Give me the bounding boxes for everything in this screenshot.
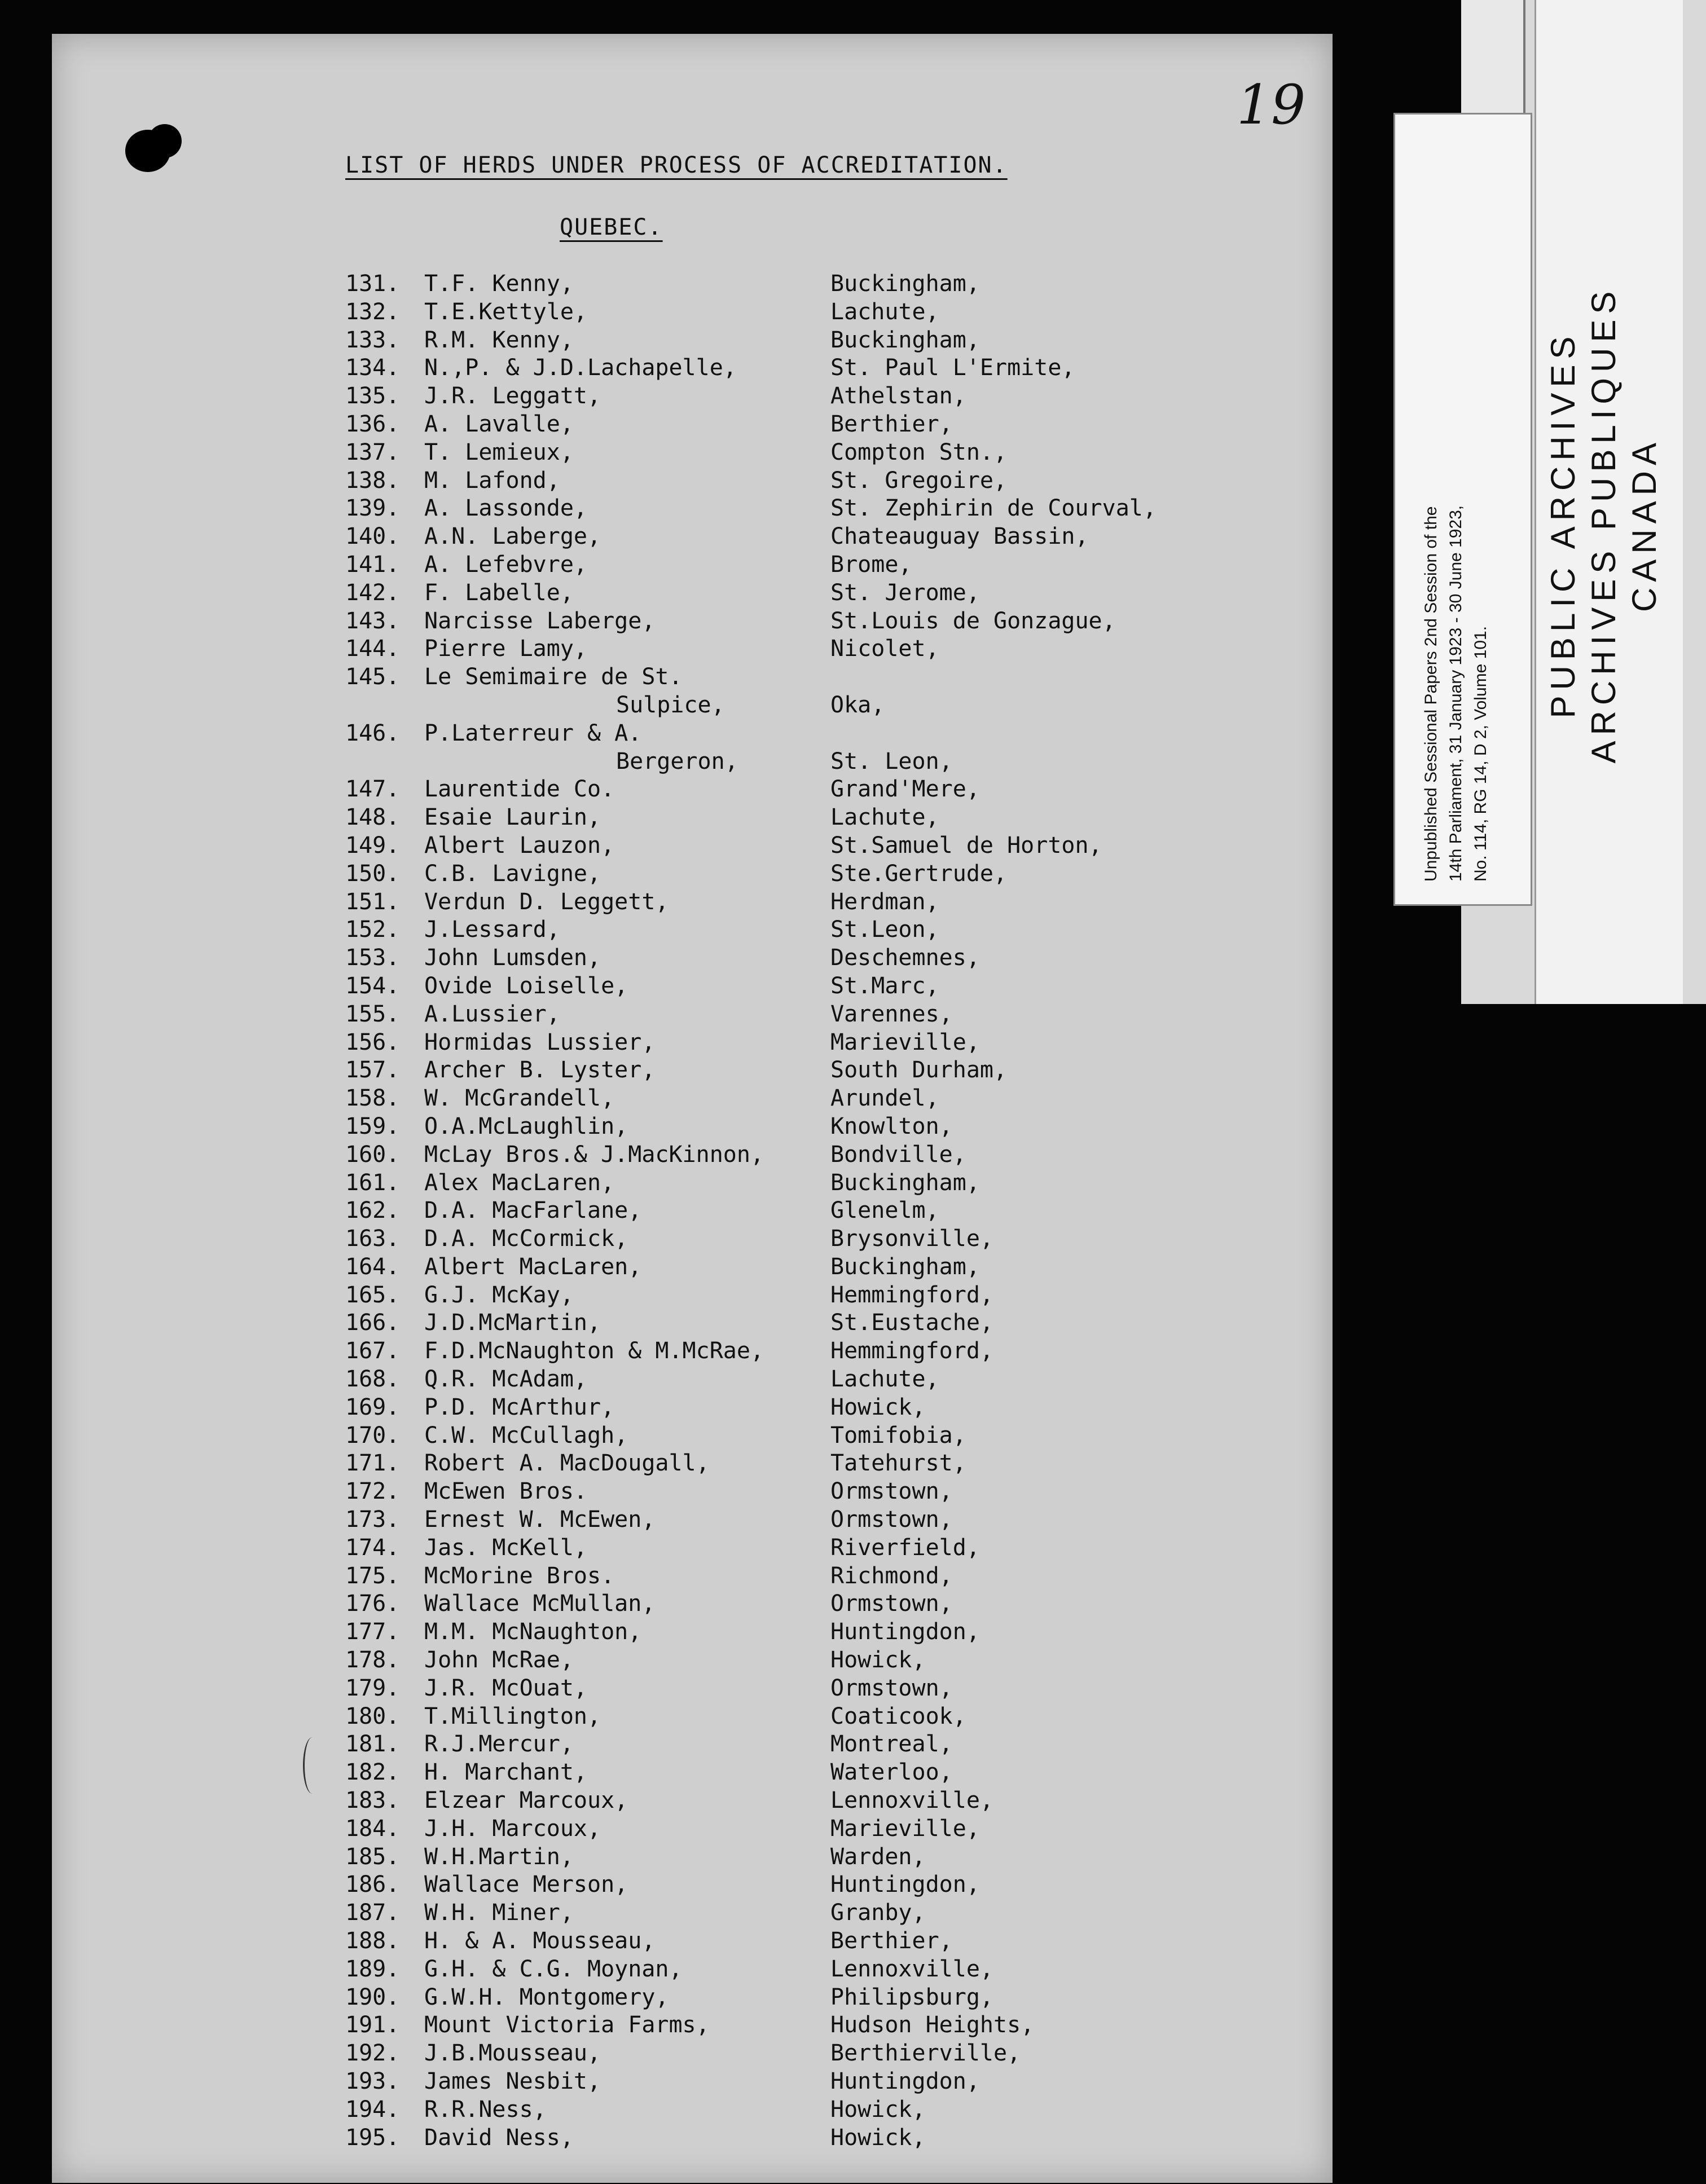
location: Berthierville,: [830, 2040, 1021, 2067]
owner-name: J.B.Mousseau,: [424, 2040, 601, 2067]
list-item: [52, 2012, 1333, 2040]
list-item: [52, 889, 1333, 917]
location: Richmond,: [830, 1562, 953, 1589]
owner-name: Esaie Laurin,: [424, 804, 601, 831]
location: Deschemnes,: [830, 945, 980, 971]
owner-name: A.N. Laberge,: [424, 523, 601, 550]
owner-name: G.H. & C.G. Moynan,: [424, 1956, 683, 1982]
entry-number: 172.: [345, 1478, 400, 1505]
list-item: [52, 1113, 1333, 1142]
entry-number: 180.: [345, 1703, 400, 1729]
owner-name: Laurentide Co.: [424, 776, 615, 803]
archive-stamp-line-2: ARCHIVES PUBLIQUES: [1585, 285, 1623, 764]
owner-name: Wallace McMullan,: [424, 1591, 656, 1617]
owner-name: J.D.McMartin,: [424, 1310, 601, 1336]
location: Coaticook,: [830, 1703, 966, 1729]
list-item: [52, 580, 1333, 608]
location: St. Gregoire,: [830, 467, 1008, 494]
entry-number: 161.: [345, 1169, 400, 1196]
list-item: [52, 271, 1333, 299]
owner-name: J.R. Leggatt,: [424, 383, 601, 409]
list-item: [52, 1647, 1333, 1675]
list-item: [52, 973, 1333, 1001]
list-item: [52, 1928, 1333, 1956]
owner-name: Q.R. McAdam,: [424, 1366, 587, 1393]
entry-number: 169.: [345, 1394, 400, 1420]
owner-name: G.W.H. Montgomery,: [424, 1984, 669, 2010]
owner-name: Hormidas Lussier,: [424, 1029, 656, 1055]
location: Ste.Gertrude,: [830, 860, 1008, 887]
location: St. Paul L'Ermite,: [830, 355, 1075, 381]
entry-number: 186.: [345, 1872, 400, 1898]
entry-number: 174.: [345, 1534, 400, 1561]
list-item: [52, 1507, 1333, 1535]
list-item: [52, 1731, 1333, 1759]
entry-number: 135.: [345, 383, 400, 409]
owner-name: O.A.McLaughlin,: [424, 1113, 628, 1139]
list-item: [52, 1984, 1333, 2013]
list-item: [52, 1226, 1333, 1254]
entry-number: 156.: [345, 1029, 400, 1055]
list-item: [52, 1057, 1333, 1085]
entry-number: 152.: [345, 917, 400, 943]
owner-name: J.Lessard,: [424, 917, 560, 943]
list-item: [52, 1142, 1333, 1170]
list-item: [52, 608, 1333, 636]
owner-name: Alex MacLaren,: [424, 1169, 615, 1196]
location: Ormstown,: [830, 1675, 953, 1701]
owner-name: McMorine Bros.: [424, 1562, 615, 1589]
location: Brome,: [830, 551, 912, 578]
location: Howick,: [830, 1394, 926, 1420]
entry-number: 146.: [345, 720, 400, 746]
entry-number: 173.: [345, 1507, 400, 1533]
owner-name: T.E.Kettyle,: [424, 298, 587, 325]
owner-name: R.R.Ness,: [424, 2096, 547, 2123]
entry-number: 179.: [345, 1675, 400, 1701]
list-item: [52, 1394, 1333, 1423]
list-item: [52, 1956, 1333, 1984]
list-item: [52, 1170, 1333, 1198]
entry-number: 136.: [345, 411, 400, 437]
list-item: [52, 1338, 1333, 1366]
entry-number: 184.: [345, 1815, 400, 1842]
entry-number: 141.: [345, 551, 400, 578]
location: St.Marc,: [830, 972, 939, 999]
list-item: [52, 917, 1333, 945]
entry-number: 187.: [345, 1900, 400, 1926]
location: St.Samuel de Horton,: [830, 832, 1102, 858]
owner-name: F. Labelle,: [424, 579, 574, 606]
owner-name: John McRae,: [424, 1647, 574, 1674]
location: Bondville,: [830, 1141, 966, 1168]
entry-number: 163.: [345, 1226, 400, 1252]
entry-number: 177.: [345, 1619, 400, 1645]
owner-name: J.R. McOuat,: [424, 1675, 587, 1701]
page-number: 19: [1237, 73, 1306, 136]
list-item: [52, 411, 1333, 439]
location: Riverfield,: [830, 1534, 980, 1561]
list-item: [52, 1535, 1333, 1563]
owner-name: W.H. Miner,: [424, 1900, 574, 1926]
entry-number: 190.: [345, 1984, 400, 2010]
list-item: [52, 1563, 1333, 1591]
owner-name: David Ness,: [424, 2124, 574, 2151]
entry-number: 158.: [345, 1085, 400, 1112]
location: Philipsburg,: [830, 1984, 993, 2010]
entry-number: 150.: [345, 860, 400, 887]
location: Buckingham,: [830, 1169, 980, 1196]
archive-stamp: [1543, 243, 1665, 807]
list-item: [52, 355, 1333, 383]
owner-name: Le Semimaire de St.: [424, 664, 683, 690]
location: Marieville,: [830, 1029, 980, 1055]
location: Hemmingford,: [830, 1338, 993, 1364]
archive-card-tab: [1461, 0, 1525, 130]
owner-name: A. Lassonde,: [424, 495, 587, 522]
location: Buckingham,: [830, 1253, 980, 1280]
owner-name: R.M. Kenny,: [424, 327, 574, 353]
location: Berthier,: [830, 1928, 953, 1954]
entry-number: 181.: [345, 1731, 400, 1758]
list-item: [52, 1423, 1333, 1451]
list-item: [52, 1001, 1333, 1029]
entry-number: 193.: [345, 2068, 400, 2094]
location: Tomifobia,: [830, 1422, 966, 1448]
location: Herdman,: [830, 888, 939, 915]
owner-name: Albert Lauzon,: [424, 832, 615, 858]
owner-name: H. Marchant,: [424, 1759, 587, 1786]
entry-number: 145.: [345, 664, 400, 690]
herd-list: [52, 271, 1333, 2152]
entry-number: 178.: [345, 1647, 400, 1674]
entry-number: 137.: [345, 439, 400, 465]
location: Grand'Mere,: [830, 776, 980, 803]
owner-name: T.F. Kenny,: [424, 271, 574, 297]
owner-name: McLay Bros.& J.MacKinnon,: [424, 1141, 764, 1168]
list-item: [52, 861, 1333, 889]
location: St. Leon,: [830, 748, 953, 774]
entry-number: 164.: [345, 1253, 400, 1280]
entry-number: 168.: [345, 1366, 400, 1393]
owner-name: T.Millington,: [424, 1703, 601, 1729]
owner-name: J.H. Marcoux,: [424, 1815, 601, 1842]
list-item: [52, 1450, 1333, 1478]
entry-number: 140.: [345, 523, 400, 550]
location: Lennoxville,: [830, 1787, 993, 1814]
entry-number: 185.: [345, 1843, 400, 1870]
entry-number: 151.: [345, 888, 400, 915]
list-item: [52, 636, 1333, 664]
owner-name: Jas. McKell,: [424, 1534, 587, 1561]
location: Hemmingford,: [830, 1282, 993, 1308]
location: Lachute,: [830, 298, 939, 325]
list-item: [52, 1591, 1333, 1619]
list-item: [52, 720, 1333, 777]
entry-number: 165.: [345, 1282, 400, 1308]
list-item: [52, 1254, 1333, 1282]
location: Berthier,: [830, 411, 953, 437]
entry-number: 144.: [345, 636, 400, 662]
location: Warden,: [830, 1843, 926, 1870]
owner-name: James Nesbit,: [424, 2068, 601, 2094]
archive-label-line-1: Unpublished Sessional Papers 2nd Session of the: [1422, 506, 1440, 882]
owner-name: Elzear Marcoux,: [424, 1787, 628, 1814]
location: Hudson Heights,: [830, 2012, 1035, 2038]
entry-number: 183.: [345, 1787, 400, 1814]
list-item: [52, 1197, 1333, 1226]
entry-number: 132.: [345, 298, 400, 325]
owner-name: Albert MacLaren,: [424, 1253, 642, 1280]
entry-number: 157.: [345, 1057, 400, 1084]
entry-number: 138.: [345, 467, 400, 494]
location: Howick,: [830, 2124, 926, 2151]
location: Howick,: [830, 2096, 926, 2123]
location: Knowlton,: [830, 1113, 953, 1139]
entry-number: 170.: [345, 1422, 400, 1448]
owner-name: A. Lavalle,: [424, 411, 574, 437]
list-item: [52, 1085, 1333, 1113]
list-item: [52, 439, 1333, 468]
location: Compton Stn.,: [830, 439, 1008, 465]
owner-name: D.A. McCormick,: [424, 1226, 628, 1252]
owner-name: C.W. McCullagh,: [424, 1422, 628, 1448]
owner-name: Ernest W. McEwen,: [424, 1507, 656, 1533]
location: Huntingdon,: [830, 1619, 980, 1645]
location: Lachute,: [830, 804, 939, 831]
archive-reference-label: [1393, 113, 1532, 906]
entry-number: 182.: [345, 1759, 400, 1786]
location: Glenelm,: [830, 1197, 939, 1224]
entry-number: 167.: [345, 1338, 400, 1364]
list-item: [52, 2040, 1333, 2068]
owner-name: A.Lussier,: [424, 1001, 560, 1027]
entry-number: 134.: [345, 355, 400, 381]
location: Marieville,: [830, 1815, 980, 1842]
owner-name: T. Lemieux,: [424, 439, 574, 465]
entry-number: 148.: [345, 804, 400, 831]
list-item: [52, 1703, 1333, 1732]
entry-number: 176.: [345, 1591, 400, 1617]
punch-hole-icon: [148, 124, 182, 158]
location: Arundel,: [830, 1085, 939, 1112]
list-item: [52, 1872, 1333, 1900]
owner-name: Pierre Lamy,: [424, 636, 587, 662]
entry-number: 162.: [345, 1197, 400, 1224]
entry-number: 139.: [345, 495, 400, 522]
location: South Durham,: [830, 1057, 1008, 1084]
owner-name-continued: Sulpice,: [616, 692, 725, 718]
owner-name: R.J.Mercur,: [424, 1731, 574, 1758]
archive-reference-text: [1419, 505, 1493, 882]
list-item: [52, 495, 1333, 523]
entry-number: 142.: [345, 579, 400, 606]
location: Buckingham,: [830, 327, 980, 353]
entry-number: 159.: [345, 1113, 400, 1139]
location: Waterloo,: [830, 1759, 953, 1786]
location: Huntingdon,: [830, 2068, 980, 2094]
owner-name: W. McGrandell,: [424, 1085, 615, 1112]
location: Granby,: [830, 1900, 926, 1926]
list-item: [52, 1759, 1333, 1787]
location: Ormstown,: [830, 1507, 953, 1533]
archive-label-line-3: No. 114, RG 14, D 2, Volume 101.: [1471, 626, 1490, 882]
document-title: LIST OF HERDS UNDER PROCESS OF ACCREDITATION.: [345, 152, 1008, 178]
entry-number: 133.: [345, 327, 400, 353]
owner-name-continued: Bergeron,: [616, 748, 738, 774]
list-item: [52, 2068, 1333, 2097]
entry-number: 188.: [345, 1928, 400, 1954]
location: Huntingdon,: [830, 1872, 980, 1898]
entry-number: 171.: [345, 1450, 400, 1477]
document-page: [52, 34, 1333, 2183]
owner-name: C.B. Lavigne,: [424, 860, 601, 887]
entry-number: 160.: [345, 1141, 400, 1168]
owner-name: G.J. McKay,: [424, 1282, 574, 1308]
owner-name: F.D.McNaughton & M.McRae,: [424, 1338, 764, 1364]
location: Lachute,: [830, 1366, 939, 1393]
entry-number: 155.: [345, 1001, 400, 1027]
location: Tatehurst,: [830, 1450, 966, 1477]
entry-number: 194.: [345, 2096, 400, 2123]
entry-number: 175.: [345, 1562, 400, 1589]
entry-number: 192.: [345, 2040, 400, 2067]
location: Brysonville,: [830, 1226, 993, 1252]
owner-name: Archer B. Lyster,: [424, 1057, 656, 1084]
owner-name: Ovide Loiselle,: [424, 972, 628, 999]
owner-name: W.H.Martin,: [424, 1843, 574, 1870]
list-item: [52, 552, 1333, 580]
list-item: [52, 1844, 1333, 1872]
location: St. Jerome,: [830, 579, 980, 606]
owner-name: Mount Victoria Farms,: [424, 2012, 710, 2038]
entry-number: 147.: [345, 776, 400, 803]
entry-number: 154.: [345, 972, 400, 999]
list-item: [52, 833, 1333, 861]
entry-number: 143.: [345, 607, 400, 634]
owner-name: Wallace Merson,: [424, 1872, 628, 1898]
list-item: [52, 1787, 1333, 1816]
entry-number: 189.: [345, 1956, 400, 1982]
list-item: [52, 2097, 1333, 2125]
location: Athelstan,: [830, 383, 966, 409]
location: Varennes,: [830, 1001, 953, 1027]
location: Chateauguay Bassin,: [830, 523, 1089, 550]
list-item: [52, 1310, 1333, 1338]
owner-name: Verdun D. Leggett,: [424, 888, 669, 915]
list-item: [52, 945, 1333, 973]
owner-name: N.,P. & J.D.Lachapelle,: [424, 355, 737, 381]
owner-name: H. & A. Mousseau,: [424, 1928, 656, 1954]
list-item: [52, 299, 1333, 327]
entry-number: 131.: [345, 271, 400, 297]
location: Buckingham,: [830, 271, 980, 297]
entry-number: 149.: [345, 832, 400, 858]
owner-name: John Lumsden,: [424, 945, 601, 971]
list-item: [52, 1478, 1333, 1507]
list-item: [52, 1619, 1333, 1647]
list-item: [52, 523, 1333, 552]
list-item: [52, 1900, 1333, 1928]
entry-number: 153.: [345, 945, 400, 971]
list-item: [52, 1282, 1333, 1310]
location: Oka,: [830, 692, 885, 718]
location: Montreal,: [830, 1731, 953, 1758]
location: Howick,: [830, 1647, 926, 1674]
archive-label-line-2: 14th Parliament, 31 January 1923 - 30 June 1923,: [1446, 505, 1465, 882]
list-item: [52, 1366, 1333, 1394]
location: St.Leon,: [830, 917, 939, 943]
owner-name: A. Lefebvre,: [424, 551, 587, 578]
entry-number: 166.: [345, 1310, 400, 1336]
location: Lennoxville,: [830, 1956, 993, 1982]
list-item: [52, 383, 1333, 411]
archive-stamp-line-1: PUBLIC ARCHIVES: [1544, 331, 1582, 719]
location: Ormstown,: [830, 1591, 953, 1617]
list-item: [52, 468, 1333, 496]
location: Ormstown,: [830, 1478, 953, 1505]
list-item: [52, 1816, 1333, 1844]
list-item: [52, 1675, 1333, 1703]
location: Nicolet,: [830, 636, 939, 662]
owner-name: McEwen Bros.: [424, 1478, 587, 1505]
archive-stamp-line-3: CANADA: [1625, 437, 1663, 613]
list-item: [52, 1029, 1333, 1058]
owner-name: M.M. McNaughton,: [424, 1619, 642, 1645]
owner-name: Robert A. MacDougall,: [424, 1450, 710, 1477]
list-item: [52, 664, 1333, 720]
location: St.Louis de Gonzague,: [830, 607, 1116, 634]
entry-number: 191.: [345, 2012, 400, 2038]
owner-name: P.Laterreur & A.: [424, 720, 642, 746]
owner-name: Narcisse Laberge,: [424, 607, 656, 634]
owner-name: M. Lafond,: [424, 467, 560, 494]
list-item: [52, 804, 1333, 833]
entry-number: 195.: [345, 2124, 400, 2151]
owner-name: P.D. McArthur,: [424, 1394, 615, 1420]
owner-name: D.A. MacFarlane,: [424, 1197, 642, 1224]
list-item: [52, 2125, 1333, 2153]
location: St. Zephirin de Courval,: [830, 495, 1157, 522]
list-item: [52, 776, 1333, 804]
location: St.Eustache,: [830, 1310, 993, 1336]
province-heading: QUEBEC.: [560, 214, 663, 240]
list-item: [52, 327, 1333, 355]
